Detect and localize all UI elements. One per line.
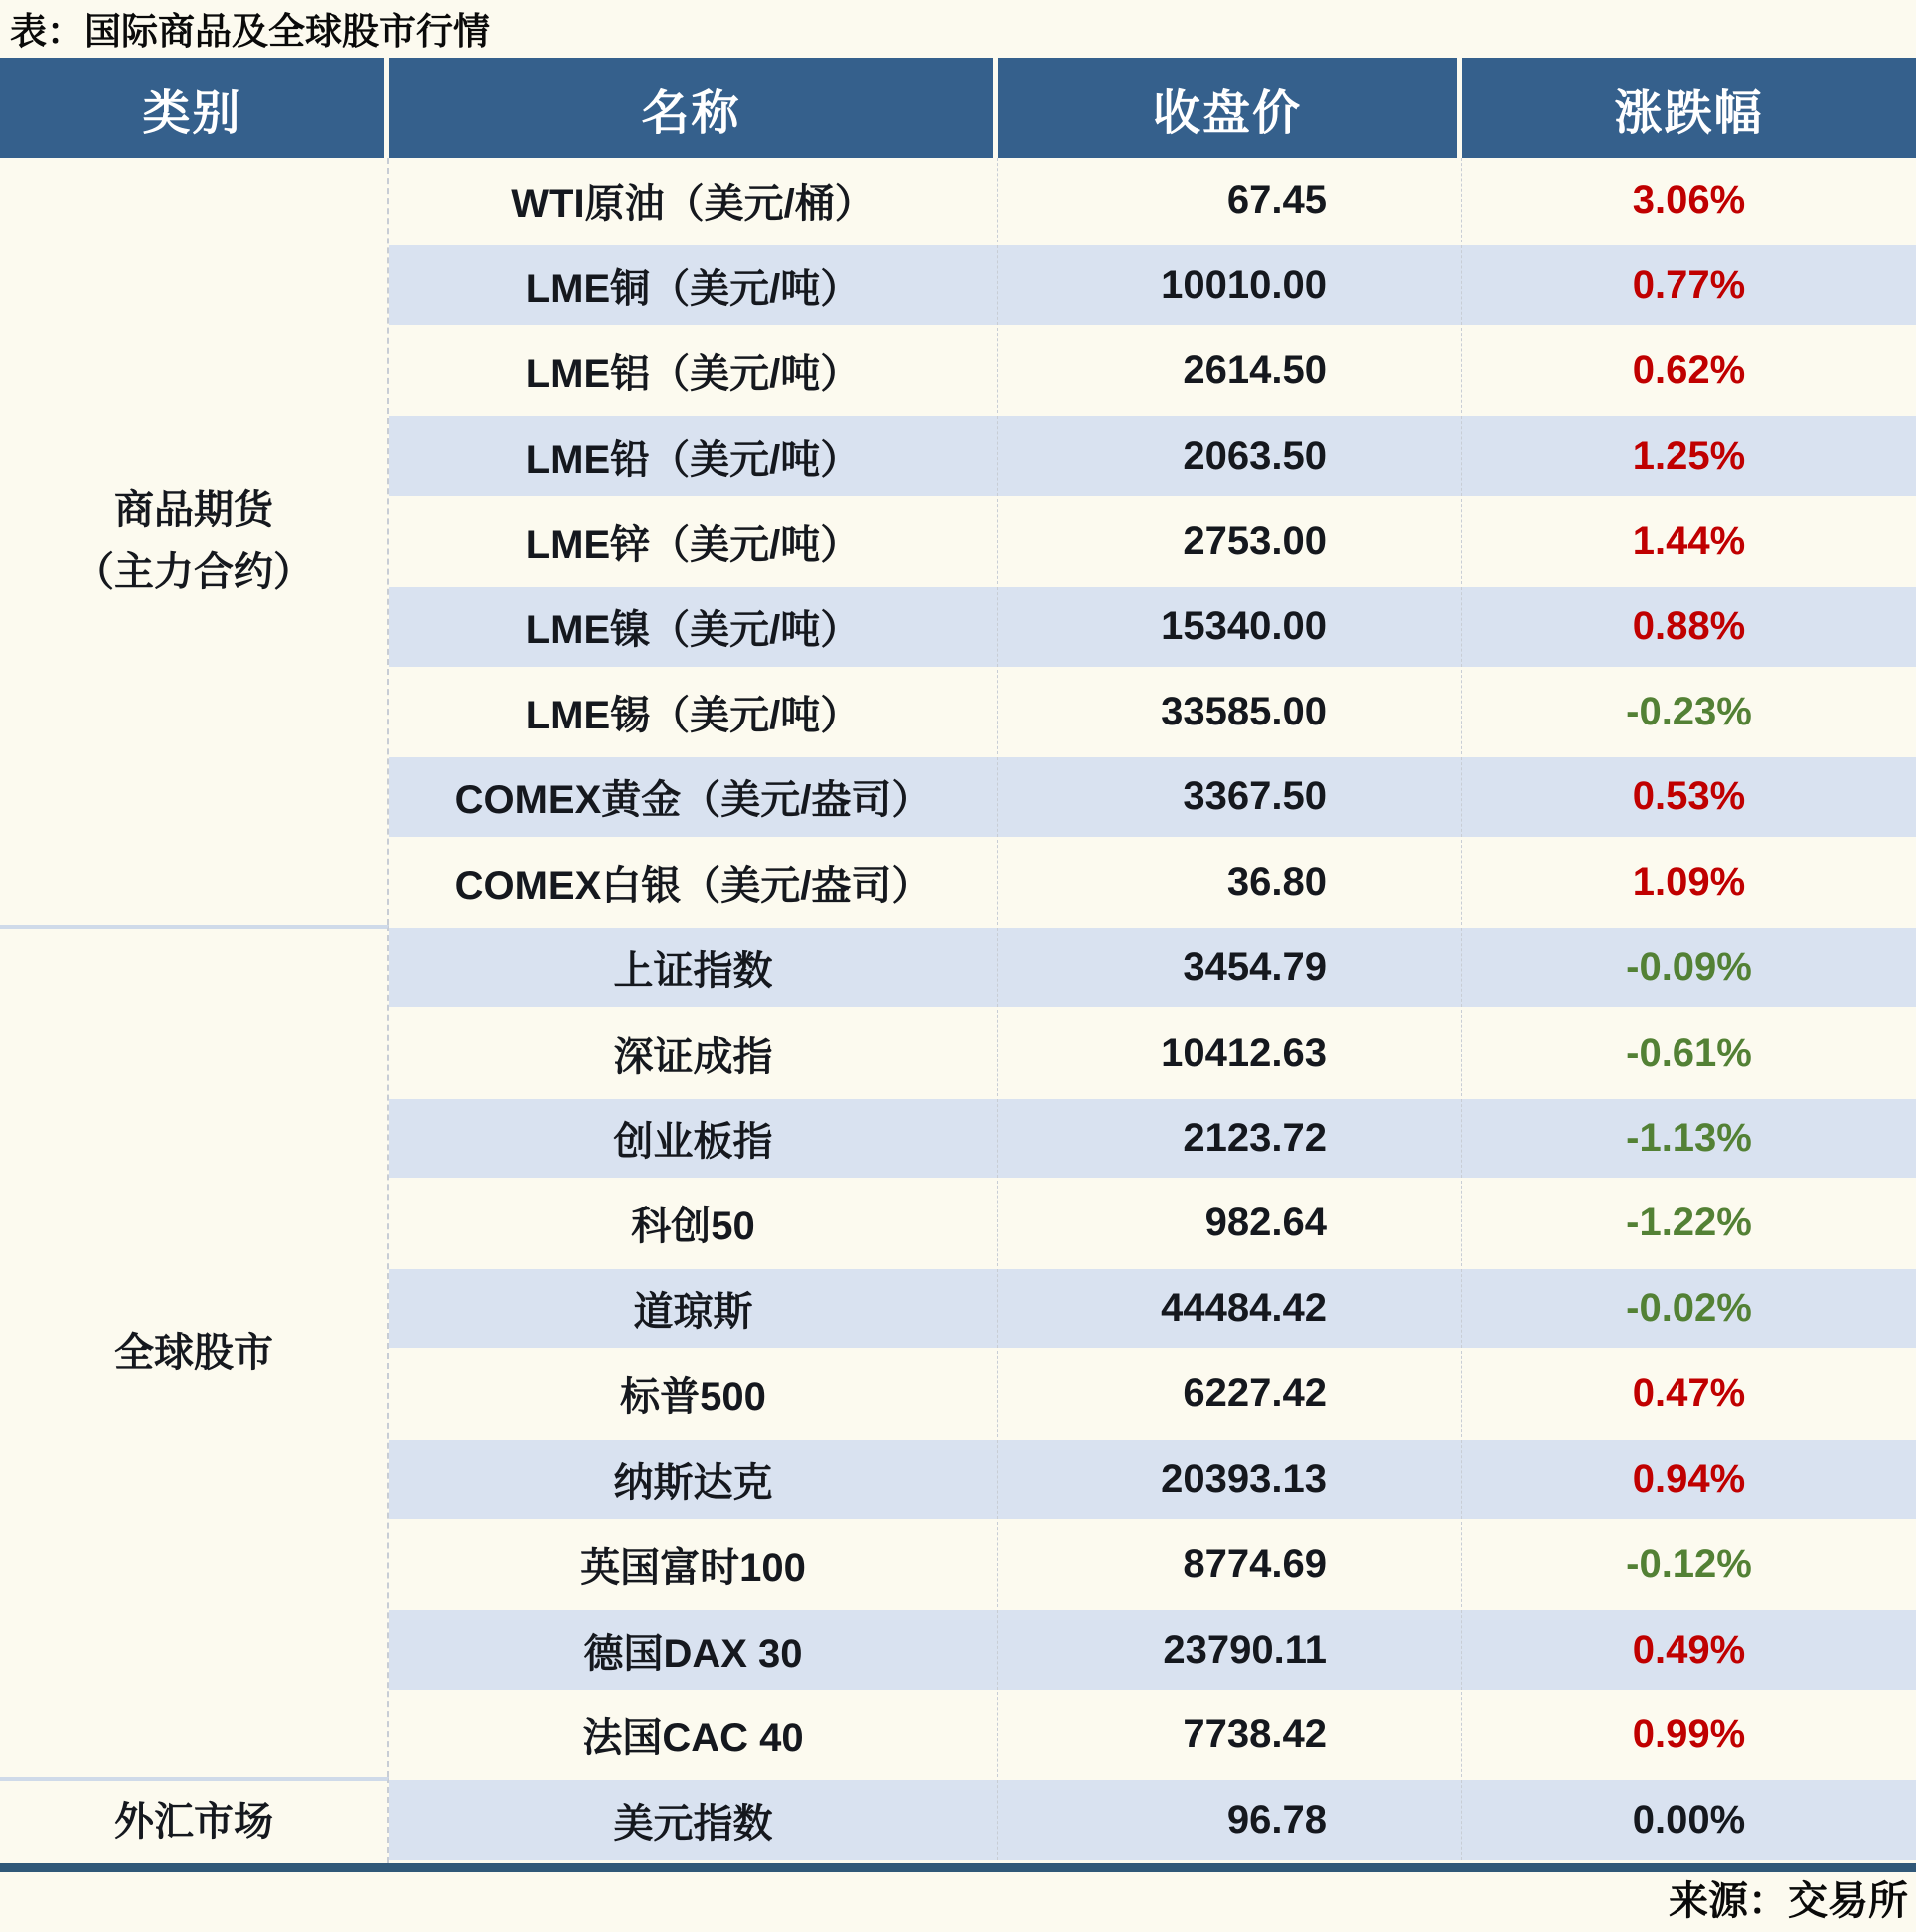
close-price-cell: 36.80	[998, 840, 1462, 925]
close-price-cell: 15340.00	[998, 587, 1462, 666]
table-row	[389, 1351, 1916, 1436]
change-percent-cell: -0.02%	[1626, 1285, 1752, 1330]
name-cell: 道琼斯	[389, 1269, 998, 1348]
name-cell: 法国CAC 40	[389, 1692, 998, 1777]
name-cell: 英国富时100	[389, 1522, 998, 1607]
table-bottom-border	[0, 1863, 1916, 1872]
change-percent-cell: 0.62%	[1632, 348, 1746, 393]
group-rows	[389, 925, 1916, 1777]
close-price-cell: 7738.42	[998, 1692, 1462, 1777]
close-price-cell: 33585.00	[998, 670, 1462, 754]
close-price-cell: 20393.13	[998, 1440, 1462, 1519]
change-percent-cell: 0.88%	[1632, 604, 1746, 649]
close-price-cell: 67.45	[998, 158, 1462, 242]
change-percent-cell: 3.06%	[1632, 178, 1746, 223]
change-percent-cell: -0.12%	[1626, 1542, 1752, 1587]
category-cell	[0, 158, 389, 925]
close-price-cell: 3367.50	[998, 757, 1462, 836]
table-row	[389, 925, 1916, 1010]
table-row	[389, 328, 1916, 413]
close-price-cell: 8774.69	[998, 1522, 1462, 1607]
close-price-cell: 3454.79	[998, 928, 1462, 1007]
change-percent-cell: -1.13%	[1626, 1116, 1752, 1161]
table-row	[389, 1266, 1916, 1351]
group-rows	[389, 1777, 1916, 1862]
name-cell: 科创50	[389, 1181, 998, 1265]
close-price-cell: 44484.42	[998, 1269, 1462, 1348]
change-percent-cell: 0.94%	[1632, 1456, 1746, 1501]
change-percent-cell: 0.77%	[1632, 262, 1746, 307]
name-cell: WTI原油（美元/桶）	[389, 158, 998, 242]
market-table	[0, 58, 1916, 1863]
table-row	[389, 1096, 1916, 1181]
name-cell: 标普500	[389, 1351, 998, 1436]
category-label-line: 外汇市场	[114, 1800, 273, 1845]
category-group	[0, 1777, 1916, 1862]
name-cell: LME锌（美元/吨）	[389, 499, 998, 584]
close-price-cell: 2123.72	[998, 1099, 1462, 1178]
close-price-cell: 2753.00	[998, 499, 1462, 584]
name-cell: COMEX黄金（美元/盎司）	[389, 757, 998, 836]
table-row	[389, 1437, 1916, 1522]
table-row	[389, 1010, 1916, 1095]
name-cell: LME铜（美元/吨）	[389, 245, 998, 324]
category-label-line: （主力合约）	[74, 550, 313, 595]
change-percent-cell: -1.22%	[1626, 1201, 1752, 1245]
table-row	[389, 499, 1916, 584]
category-cell	[0, 925, 389, 1777]
group-rows	[389, 158, 1916, 925]
change-percent-cell: 0.49%	[1632, 1627, 1746, 1672]
name-cell: LME镍（美元/吨）	[389, 587, 998, 666]
header-row	[0, 58, 1916, 158]
change-percent-cell: 1.09%	[1632, 859, 1746, 904]
name-cell: 深证成指	[389, 1010, 998, 1095]
name-cell: 德国DAX 30	[389, 1610, 998, 1689]
header-cell-name: 名称	[389, 58, 998, 158]
table-row	[389, 754, 1916, 839]
table-row	[389, 242, 1916, 327]
close-price-cell: 23790.11	[998, 1610, 1462, 1689]
category-cell	[0, 1777, 389, 1862]
name-cell: 美元指数	[389, 1780, 998, 1859]
table-row	[389, 1181, 1916, 1265]
close-price-cell: 10412.63	[998, 1010, 1462, 1095]
category-label-line: 全球股市	[114, 1331, 273, 1376]
change-percent-cell: 0.99%	[1632, 1712, 1746, 1757]
name-cell: LME铅（美元/吨）	[389, 416, 998, 495]
change-percent-cell: 0.00%	[1632, 1797, 1746, 1842]
change-percent-cell: 0.53%	[1632, 774, 1746, 819]
table-row	[389, 584, 1916, 669]
category-label-line: 商品期货	[114, 488, 273, 533]
header-cell-category: 类别	[0, 58, 389, 158]
change-percent-cell: 0.47%	[1632, 1371, 1746, 1416]
category-group	[0, 158, 1916, 925]
change-percent-cell: -0.61%	[1626, 1030, 1752, 1075]
table-row	[389, 1607, 1916, 1691]
name-cell: 创业板指	[389, 1099, 998, 1178]
table-row	[389, 1522, 1916, 1607]
close-price-cell: 2063.50	[998, 416, 1462, 495]
name-cell: LME锡（美元/吨）	[389, 670, 998, 754]
header-cell-close: 收盘价	[998, 58, 1462, 158]
header-cell-change: 涨跌幅	[1614, 86, 1764, 140]
table-row	[389, 670, 1916, 754]
close-price-cell: 2614.50	[998, 328, 1462, 413]
table-row	[389, 158, 1916, 242]
close-price-cell: 982.64	[998, 1181, 1462, 1265]
change-percent-cell: -0.09%	[1626, 945, 1752, 990]
source-note: 来源：交易所	[1669, 1878, 1908, 1923]
name-cell: COMEX白银（美元/盎司）	[389, 840, 998, 925]
close-price-cell: 6227.42	[998, 1351, 1462, 1436]
table-row	[389, 413, 1916, 498]
change-percent-cell: -0.23%	[1626, 689, 1752, 733]
change-percent-cell: 1.44%	[1632, 518, 1746, 563]
table-row	[389, 1692, 1916, 1777]
name-cell: LME铝（美元/吨）	[389, 328, 998, 413]
table-title: 表：国际商品及全球股市行情	[10, 11, 490, 52]
table-row	[389, 840, 1916, 925]
close-price-cell: 96.78	[998, 1780, 1462, 1859]
name-cell: 上证指数	[389, 928, 998, 1007]
name-cell: 纳斯达克	[389, 1440, 998, 1519]
table-body	[0, 158, 1916, 1863]
close-price-cell: 10010.00	[998, 245, 1462, 324]
change-percent-cell: 1.25%	[1632, 433, 1746, 478]
table-row	[389, 1777, 1916, 1862]
category-group	[0, 925, 1916, 1777]
